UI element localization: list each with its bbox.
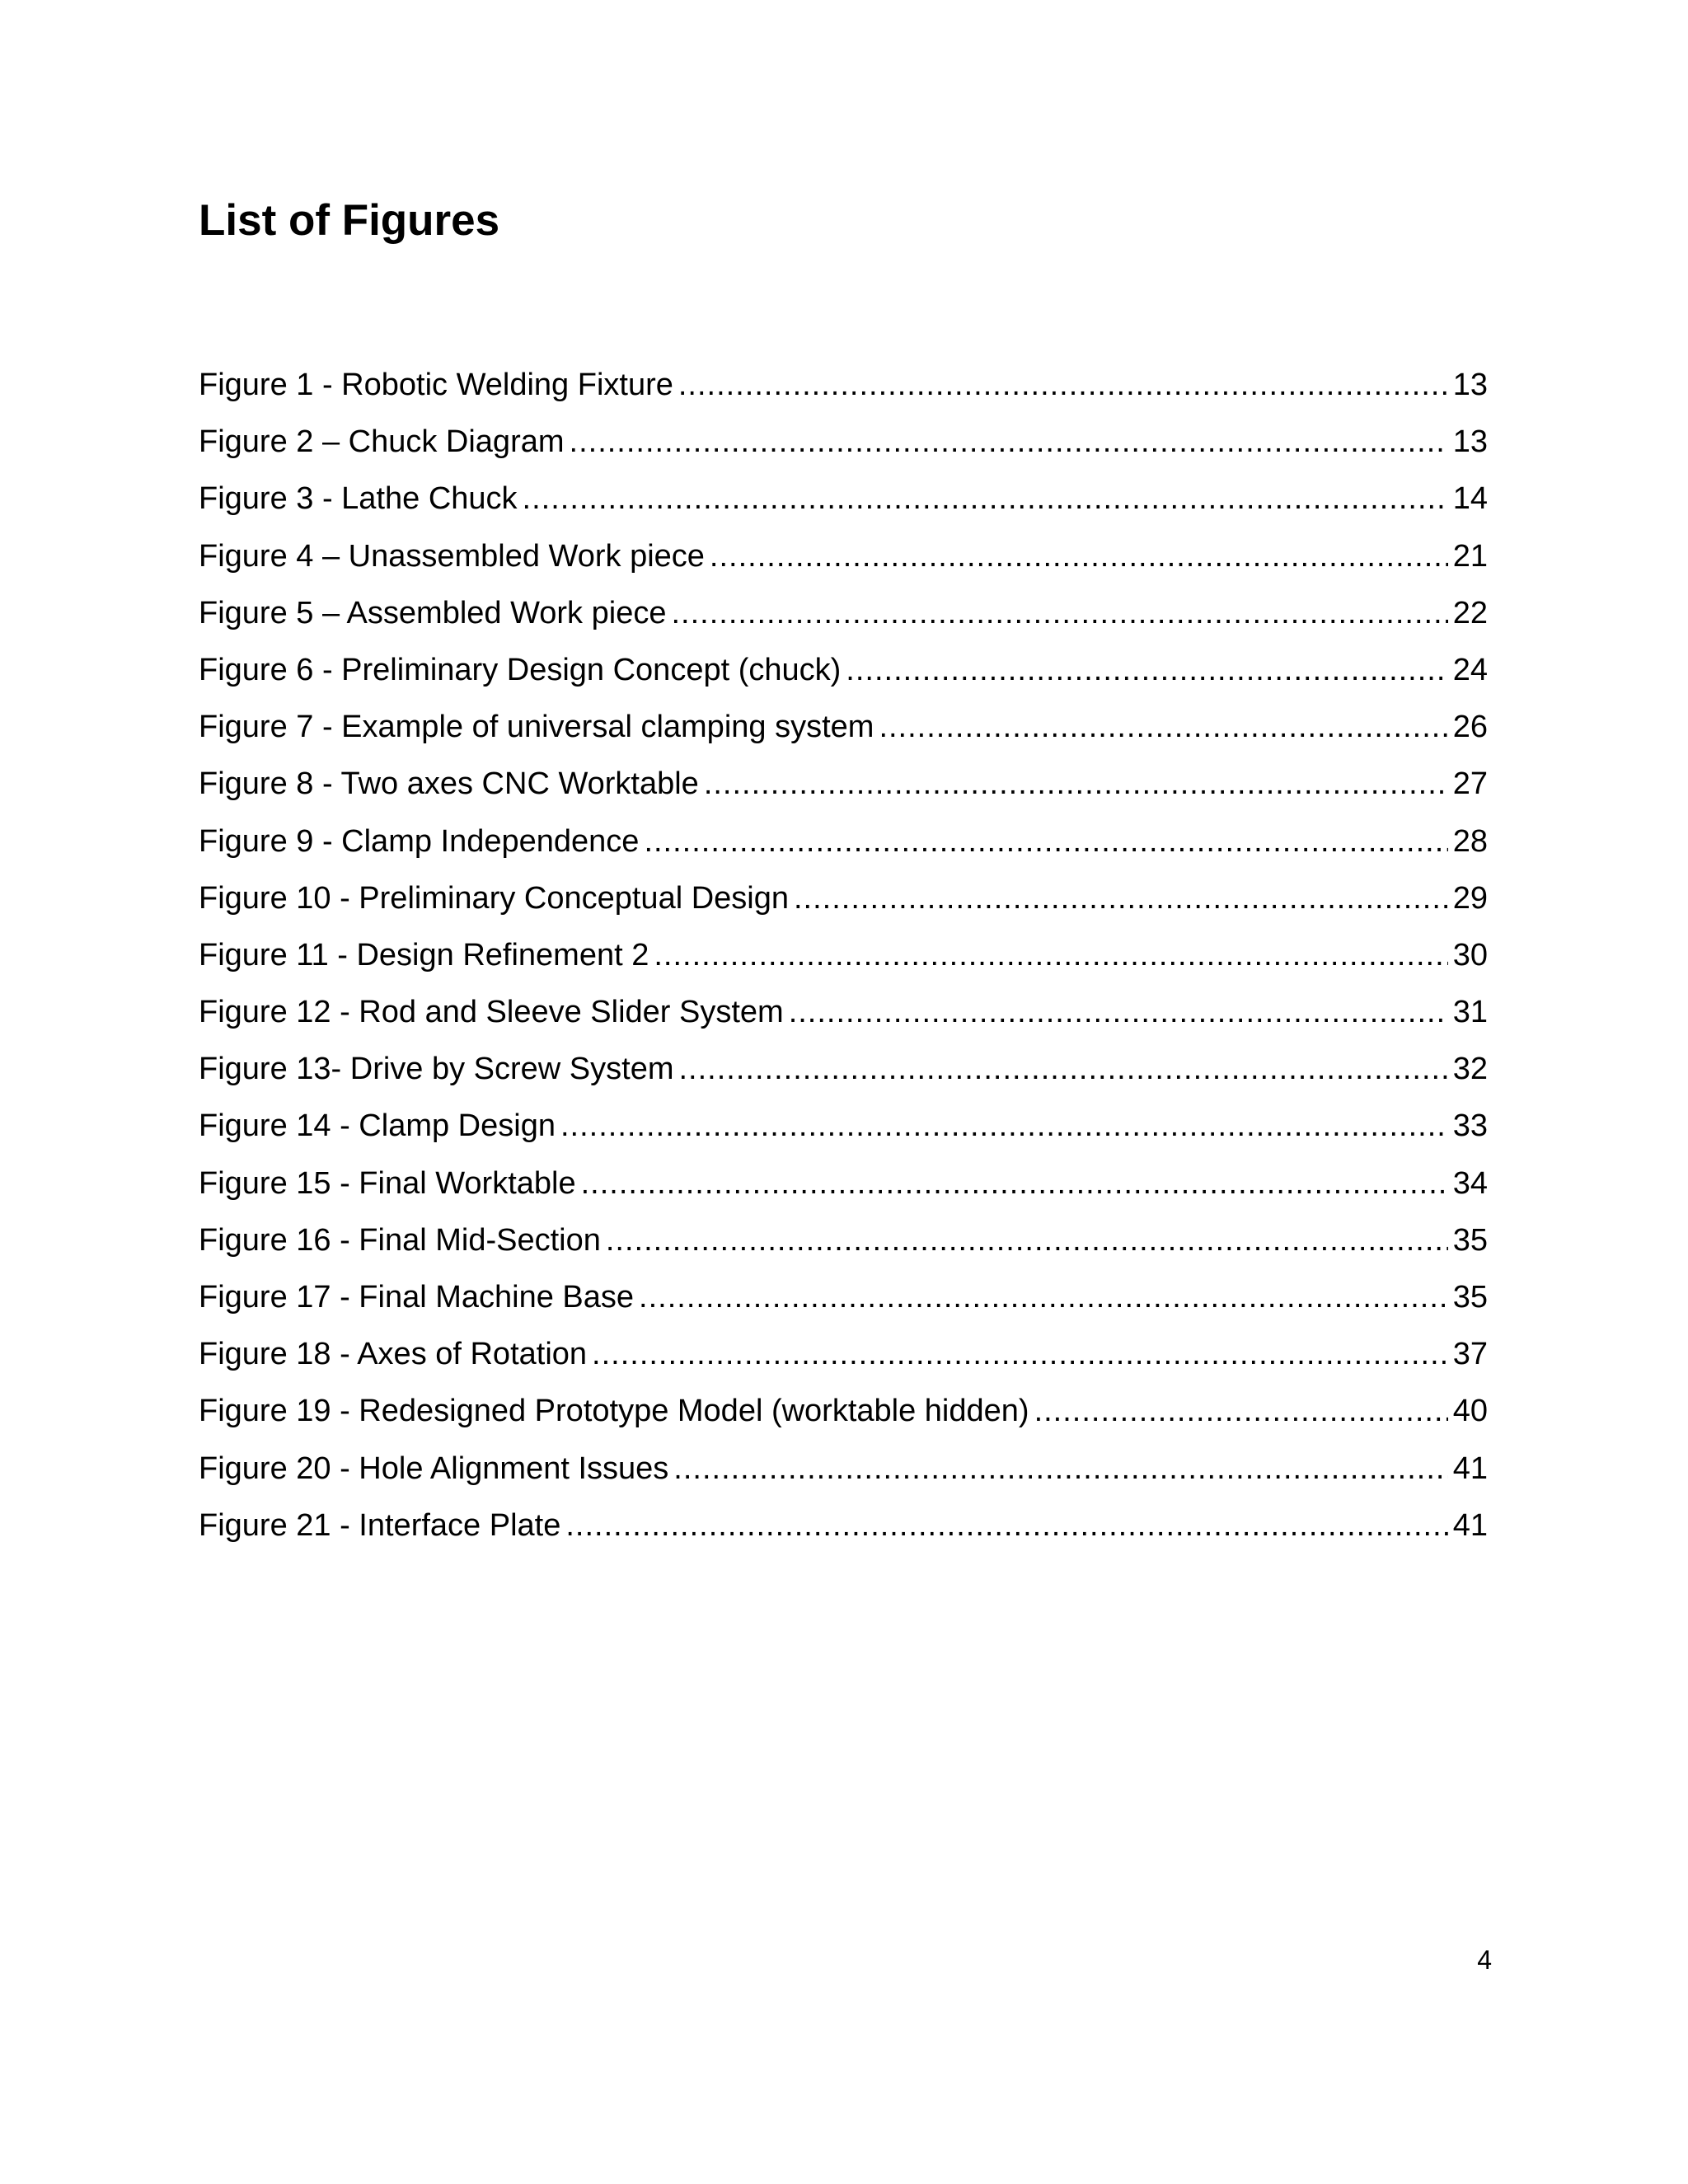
dot-leader	[606, 1216, 1448, 1265]
figure-entry[interactable]	[199, 1501, 1488, 1558]
figure-entry-label: Figure 10 - Preliminary Conceptual Design	[199, 880, 789, 916]
dot-leader	[1034, 1386, 1448, 1436]
figure-entry-label: Figure 8 - Two axes CNC Worktable	[199, 766, 699, 802]
figure-entry-page: 34	[1452, 1165, 1488, 1201]
dot-leader	[673, 1444, 1447, 1493]
figure-entry-label: Figure 21 - Interface Plate	[199, 1507, 561, 1543]
figure-entry[interactable]	[199, 360, 1488, 417]
figure-entry[interactable]	[199, 1216, 1488, 1272]
figure-entry[interactable]	[199, 474, 1488, 531]
page-number: 4	[1477, 1945, 1492, 1975]
figure-entry[interactable]	[199, 532, 1488, 588]
dot-leader	[565, 1501, 1447, 1550]
figure-entry[interactable]	[199, 417, 1488, 474]
figure-entry-label: Figure 5 – Assembled Work piece	[199, 595, 667, 630]
figure-entry-label: Figure 16 - Final Mid-Section	[199, 1222, 601, 1258]
figure-entry-label: Figure 15 - Final Worktable	[199, 1165, 576, 1201]
figure-entry-page: 35	[1452, 1280, 1488, 1315]
figure-entry-page: 28	[1452, 823, 1488, 859]
figure-entry[interactable]	[199, 1044, 1488, 1101]
dot-leader	[644, 817, 1447, 866]
figure-entry-page: 14	[1452, 481, 1488, 517]
page-title: List of Figures	[199, 196, 500, 245]
figure-entry-page: 22	[1452, 595, 1488, 630]
figure-entry-page: 27	[1452, 766, 1488, 802]
figure-entry[interactable]	[199, 1329, 1488, 1386]
figure-entry-label: Figure 1 - Robotic Welding Fixture	[199, 368, 673, 402]
figure-entry-page: 13	[1452, 368, 1488, 402]
figure-entry-label: Figure 13- Drive by Screw System	[199, 1052, 674, 1087]
figure-entry[interactable]	[199, 588, 1488, 645]
figure-entry[interactable]	[199, 1444, 1488, 1501]
figure-entry-page: 29	[1452, 880, 1488, 916]
figure-entry[interactable]	[199, 645, 1488, 702]
figure-entry-label: Figure 9 - Clamp Independence	[199, 823, 640, 859]
figure-entry-page: 35	[1452, 1222, 1488, 1258]
figure-entry-page: 33	[1452, 1108, 1488, 1144]
dot-leader	[710, 532, 1448, 581]
dot-leader	[523, 474, 1448, 523]
figure-entry[interactable]	[199, 930, 1488, 987]
figure-entry-label: Figure 6 - Preliminary Design Concept (chuck)	[199, 652, 842, 687]
figure-entry-page: 41	[1452, 1507, 1488, 1543]
dot-leader	[570, 417, 1448, 466]
figure-entry-label: Figure 11 - Design Refinement 2	[199, 937, 649, 972]
figure-entry-label: Figure 2 – Chuck Diagram	[199, 424, 565, 460]
dot-leader	[581, 1159, 1448, 1208]
dot-leader	[704, 759, 1448, 808]
dot-leader	[846, 645, 1447, 695]
figure-entry[interactable]	[199, 1272, 1488, 1329]
figure-entry-label: Figure 17 - Final Machine Base	[199, 1280, 635, 1315]
figure-entry-label: Figure 3 - Lathe Chuck	[199, 481, 518, 517]
figure-entry-label: Figure 19 - Redesigned Prototype Model (worktable hidden)	[199, 1394, 1029, 1429]
figure-entry-label: Figure 7 - Example of universal clamping system	[199, 710, 874, 745]
figure-entry-page: 24	[1452, 652, 1488, 687]
figure-entry-label: Figure 12 - Rod and Sleeve Slider System	[199, 995, 784, 1030]
dot-leader	[671, 588, 1447, 638]
figure-entry-label: Figure 20 - Hole Alignment Issues	[199, 1451, 669, 1486]
figure-entry[interactable]	[199, 759, 1488, 816]
figure-entry-page: 32	[1452, 1052, 1488, 1087]
dot-leader	[592, 1329, 1448, 1379]
figure-entry-page: 21	[1452, 538, 1488, 574]
figure-entry[interactable]	[199, 702, 1488, 759]
dot-leader	[654, 930, 1447, 980]
dot-leader	[560, 1101, 1448, 1151]
figure-entry-label: Figure 18 - Axes of Rotation	[199, 1337, 588, 1372]
figure-entry-page: 13	[1452, 424, 1488, 460]
figure-entry-label: Figure 14 - Clamp Design	[199, 1108, 556, 1144]
dot-leader	[789, 987, 1448, 1037]
figure-entry[interactable]	[199, 1101, 1488, 1158]
dot-leader	[794, 874, 1448, 923]
figure-entry-page: 40	[1452, 1394, 1488, 1429]
figure-entry[interactable]	[199, 1159, 1488, 1216]
figure-entry[interactable]	[199, 1386, 1488, 1443]
figure-entry-page: 31	[1452, 995, 1488, 1030]
figure-entry-page: 30	[1452, 937, 1488, 972]
figure-entry[interactable]	[199, 987, 1488, 1044]
figure-entry-page: 41	[1452, 1451, 1488, 1486]
figure-entry-page: 37	[1452, 1337, 1488, 1372]
figure-entry[interactable]	[199, 874, 1488, 930]
dot-leader	[678, 360, 1448, 410]
figure-entry-page: 26	[1452, 710, 1488, 745]
list-of-figures	[199, 360, 1488, 1558]
figure-entry[interactable]	[199, 817, 1488, 874]
figure-entry-label: Figure 4 – Unassembled Work piece	[199, 538, 705, 574]
dot-leader	[639, 1272, 1448, 1322]
dot-leader	[679, 1044, 1448, 1094]
dot-leader	[879, 702, 1447, 752]
